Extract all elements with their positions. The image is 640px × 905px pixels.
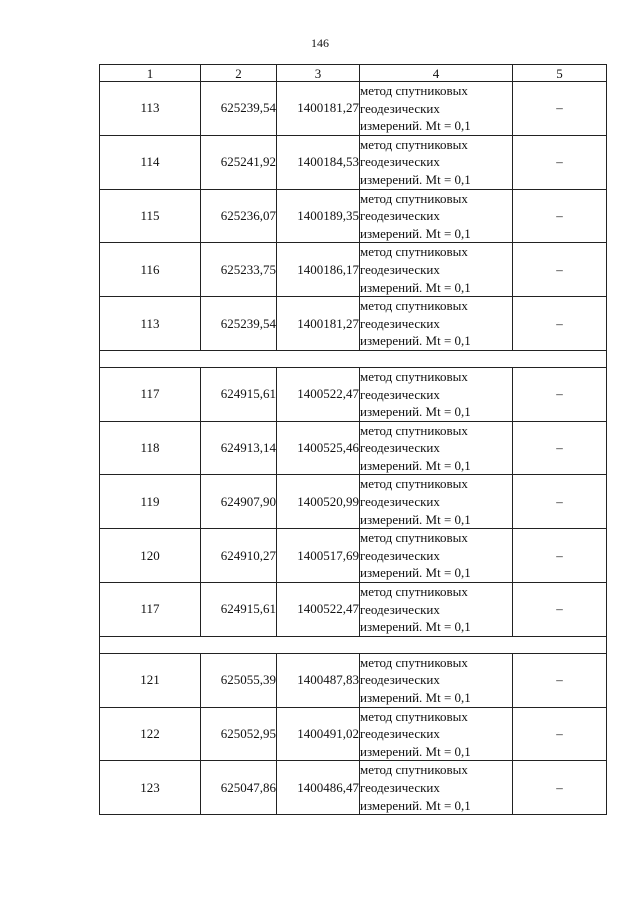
coordinate-x: 625236,07 [201, 189, 277, 243]
method-cell [360, 653, 513, 707]
method-line: метод спутниковых [360, 368, 468, 384]
note-cell: – [513, 243, 607, 297]
method-line: геодезических [360, 386, 440, 402]
method-cell [360, 367, 513, 421]
note-cell: – [513, 297, 607, 351]
point-number: 117 [100, 367, 201, 421]
method-cell [360, 243, 513, 297]
note-cell: – [513, 761, 607, 815]
method-cell [360, 82, 513, 136]
method-line: геодезических [360, 315, 440, 331]
coordinate-y: 1400517,69 [277, 529, 360, 583]
coordinate-y: 1400525,46 [277, 421, 360, 475]
coordinate-x: 624913,14 [201, 421, 277, 475]
method-line: измерений. Mt = 0,1 [360, 457, 471, 473]
method-line: геодезических [360, 208, 440, 224]
method-line: измерений. Mt = 0,1 [360, 279, 471, 295]
note-cell: – [513, 82, 607, 136]
group-separator-row [100, 350, 607, 367]
method-line: метод спутниковых [360, 530, 468, 546]
coordinate-y: 1400520,99 [277, 475, 360, 529]
method-cell [360, 475, 513, 529]
method-line: метод спутниковых [360, 244, 468, 260]
header-col-3: 3 [277, 65, 360, 82]
table-row [100, 297, 607, 351]
table-row [100, 367, 607, 421]
method-cell [360, 189, 513, 243]
header-col-1: 1 [100, 65, 201, 82]
note-cell: – [513, 707, 607, 761]
point-number: 121 [100, 653, 201, 707]
coordinate-x: 625239,54 [201, 82, 277, 136]
point-number: 113 [100, 82, 201, 136]
group-separator-row [100, 636, 607, 653]
table-row [100, 475, 607, 529]
table-row [100, 135, 607, 189]
coordinate-x: 625052,95 [201, 707, 277, 761]
point-number: 120 [100, 529, 201, 583]
method-line: метод спутниковых [360, 190, 468, 206]
note-cell: – [513, 189, 607, 243]
method-line: геодезических [360, 261, 440, 277]
method-line: измерений. Mt = 0,1 [360, 404, 471, 420]
note-cell: – [513, 583, 607, 637]
method-line: измерений. Mt = 0,1 [360, 333, 471, 349]
method-line: метод спутниковых [360, 762, 468, 778]
table-row [100, 189, 607, 243]
coordinate-x: 625241,92 [201, 135, 277, 189]
coordinates-table [99, 64, 607, 815]
point-number: 122 [100, 707, 201, 761]
separator-cell [100, 636, 607, 653]
header-col-4: 4 [360, 65, 513, 82]
method-line: метод спутниковых [360, 136, 468, 152]
note-cell: – [513, 421, 607, 475]
method-line: метод спутниковых [360, 298, 468, 314]
coordinate-y: 1400189,35 [277, 189, 360, 243]
point-number: 119 [100, 475, 201, 529]
method-line: геодезических [360, 726, 440, 742]
coordinate-y: 1400184,53 [277, 135, 360, 189]
coordinate-y: 1400186,17 [277, 243, 360, 297]
method-line: геодезических [360, 779, 440, 795]
method-line: геодезических [360, 547, 440, 563]
method-cell [360, 529, 513, 583]
method-cell [360, 135, 513, 189]
method-line: метод спутниковых [360, 708, 468, 724]
method-line: измерений. Mt = 0,1 [360, 118, 471, 134]
coordinate-x: 625233,75 [201, 243, 277, 297]
header-col-2: 2 [201, 65, 277, 82]
method-line: геодезических [360, 494, 440, 510]
header-col-5: 5 [513, 65, 607, 82]
note-cell: – [513, 135, 607, 189]
coordinate-x: 624910,27 [201, 529, 277, 583]
table-row [100, 761, 607, 815]
method-line: измерений. Mt = 0,1 [360, 225, 471, 241]
coordinate-y: 1400522,47 [277, 367, 360, 421]
method-line: метод спутниковых [360, 422, 468, 438]
point-number: 123 [100, 761, 201, 815]
method-line: геодезических [360, 154, 440, 170]
coordinate-x: 625055,39 [201, 653, 277, 707]
note-cell: – [513, 367, 607, 421]
note-cell: – [513, 529, 607, 583]
method-line: метод спутниковых [360, 654, 468, 670]
point-number: 114 [100, 135, 201, 189]
method-cell [360, 297, 513, 351]
method-line: измерений. Mt = 0,1 [360, 619, 471, 635]
table-row [100, 529, 607, 583]
coordinate-y: 1400487,83 [277, 653, 360, 707]
page-number: 146 [311, 36, 329, 50]
method-line: измерений. Mt = 0,1 [360, 690, 471, 705]
method-line: измерений. Mt = 0,1 [360, 797, 471, 813]
method-line: метод спутниковых [360, 476, 468, 492]
table-row [100, 707, 607, 761]
separator-cell [100, 350, 607, 367]
coordinate-y: 1400522,47 [277, 583, 360, 637]
note-cell: – [513, 653, 607, 707]
method-line: метод спутниковых [360, 83, 468, 98]
coordinate-y: 1400486,47 [277, 761, 360, 815]
table-body [100, 82, 607, 815]
method-line: геодезических [360, 601, 440, 617]
coordinate-x: 625239,54 [201, 297, 277, 351]
point-number: 115 [100, 189, 201, 243]
coordinate-y: 1400491,02 [277, 707, 360, 761]
coordinate-x: 624907,90 [201, 475, 277, 529]
method-cell [360, 707, 513, 761]
note-cell: – [513, 475, 607, 529]
method-line: метод спутниковых [360, 584, 468, 600]
method-cell [360, 421, 513, 475]
table-row [100, 653, 607, 707]
table-row [100, 421, 607, 475]
table-row [100, 243, 607, 297]
point-number: 116 [100, 243, 201, 297]
method-cell [360, 583, 513, 637]
method-line: измерений. Mt = 0,1 [360, 743, 471, 759]
table-row [100, 82, 607, 136]
method-line: геодезических [360, 672, 440, 688]
coordinate-y: 1400181,27 [277, 297, 360, 351]
method-cell [360, 761, 513, 815]
coordinate-y: 1400181,27 [277, 82, 360, 136]
method-line: геодезических [360, 440, 440, 456]
method-line: измерений. Mt = 0,1 [360, 565, 471, 581]
coordinate-x: 624915,61 [201, 367, 277, 421]
method-line: геодезических [360, 100, 440, 116]
coordinate-x: 625047,86 [201, 761, 277, 815]
coordinate-x: 624915,61 [201, 583, 277, 637]
point-number: 117 [100, 583, 201, 637]
method-line: измерений. Mt = 0,1 [360, 511, 471, 527]
point-number: 113 [100, 297, 201, 351]
point-number: 118 [100, 421, 201, 475]
method-line: измерений. Mt = 0,1 [360, 171, 471, 187]
table-header-row [100, 65, 607, 82]
table-row [100, 583, 607, 637]
